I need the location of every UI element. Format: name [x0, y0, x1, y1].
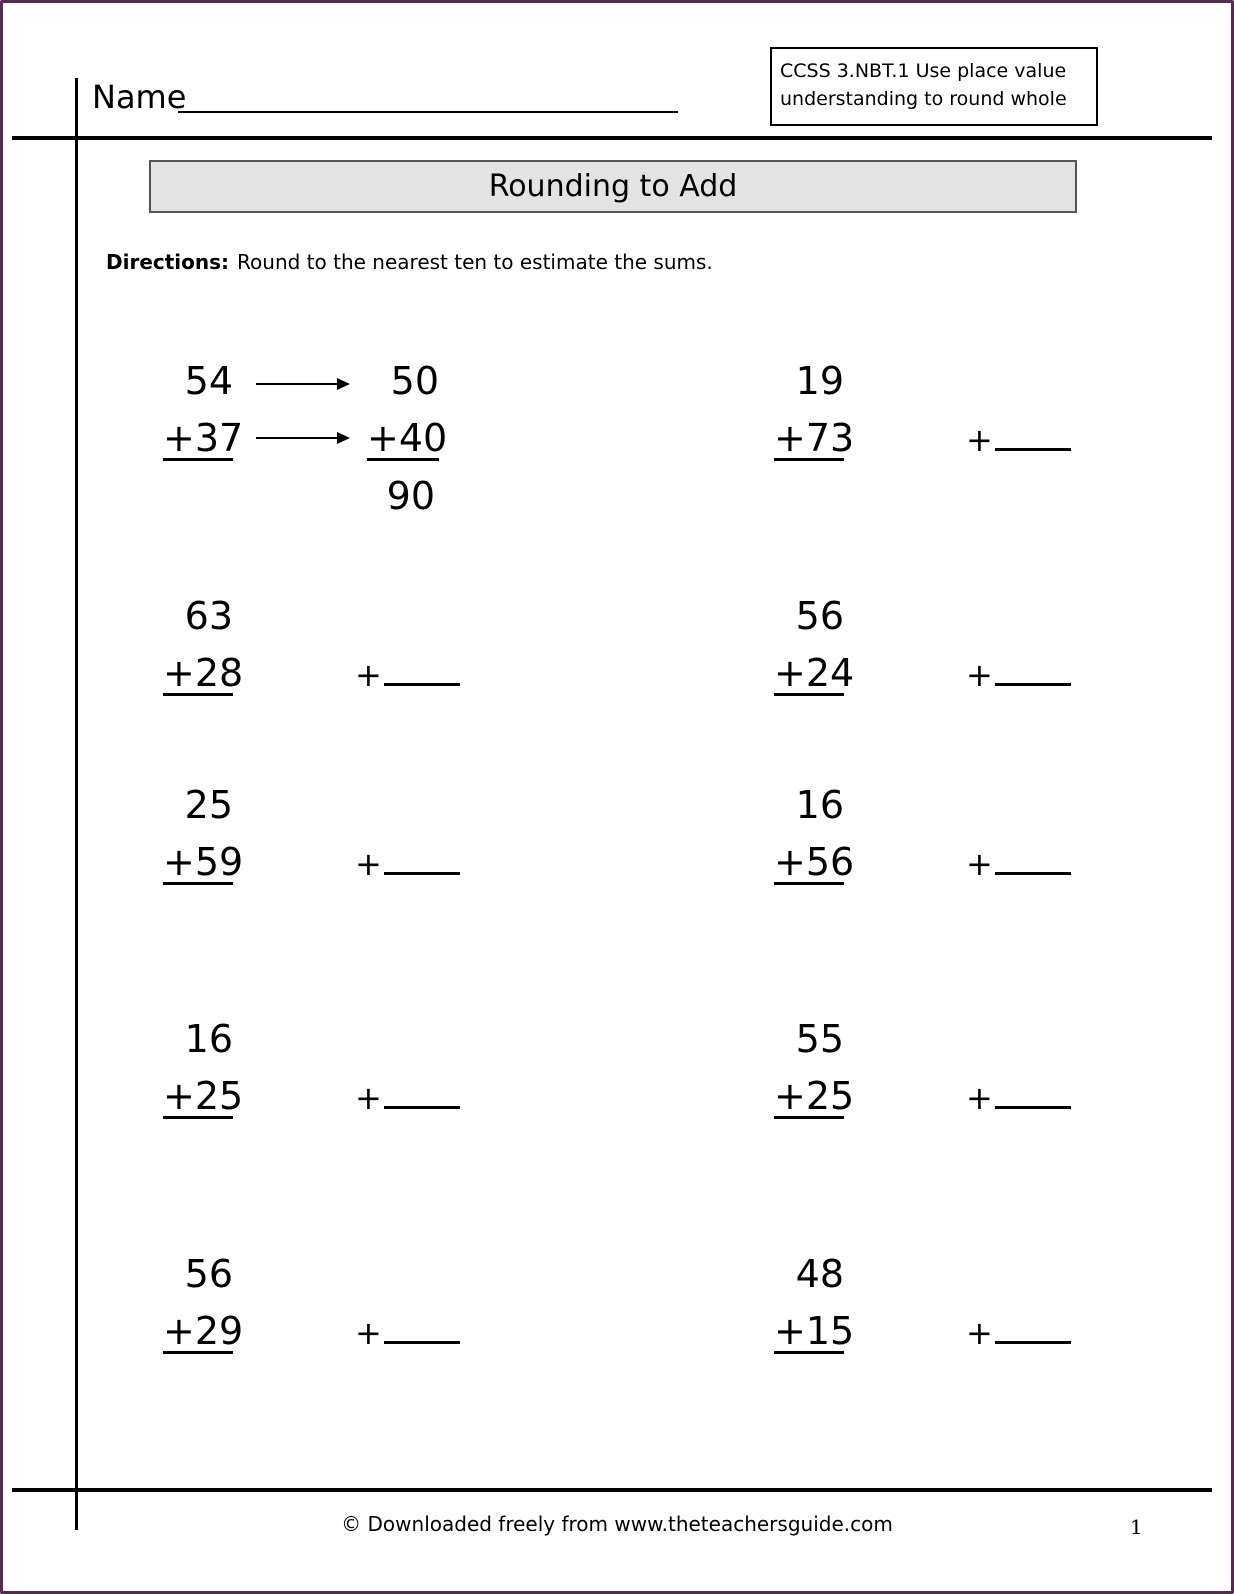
plus-sign: + — [355, 845, 382, 883]
name-field[interactable] — [178, 111, 678, 113]
plus-sign: + — [966, 845, 993, 883]
answer-line — [384, 1319, 460, 1344]
answer-blank[interactable] — [966, 420, 1071, 460]
problem-bottom-number: +29 — [163, 1309, 244, 1353]
directions — [106, 250, 713, 274]
plus-sign: + — [355, 656, 382, 694]
answer-blank[interactable] — [966, 1313, 1071, 1353]
ccss-line-2: understanding to round whole — [780, 88, 1067, 110]
answer-blank[interactable] — [966, 1078, 1071, 1118]
problem-top-number: 56 — [795, 594, 844, 638]
margin-line — [75, 78, 78, 1530]
ccss-standard-box — [770, 47, 1098, 126]
answer-blank[interactable] — [355, 844, 460, 884]
problem-bottom-number: +15 — [774, 1309, 855, 1353]
footer-credit: © Downloaded freely from www.theteachersguide.com — [341, 1512, 893, 1536]
problem-bottom-number: +25 — [163, 1074, 244, 1118]
example-rounded-bottom: +40 — [367, 416, 448, 460]
plus-sign: + — [966, 1079, 993, 1117]
problem-bottom-number: +73 — [774, 416, 855, 460]
plus-sign: + — [966, 656, 993, 694]
header-divider — [12, 136, 1212, 140]
answer-line — [995, 426, 1071, 451]
plus-sign: + — [966, 421, 993, 459]
problem-top-number: 19 — [795, 359, 844, 403]
arrow-icon — [256, 437, 348, 439]
answer-line — [995, 850, 1071, 875]
arrow-icon — [256, 383, 348, 385]
problem-bottom-number: +56 — [774, 840, 855, 884]
footer-divider — [12, 1488, 1212, 1492]
problem-bottom-number: +25 — [774, 1074, 855, 1118]
page-number: 1 — [1130, 1515, 1143, 1539]
problem-top-number: 56 — [184, 1252, 233, 1296]
problem-top-number: 16 — [184, 1017, 233, 1061]
answer-line — [995, 661, 1071, 686]
problem-bottom-number: +59 — [163, 840, 244, 884]
problem-top-number: 16 — [795, 783, 844, 827]
directions-text: Round to the nearest ten to estimate the sums. — [237, 250, 713, 274]
example-top-number: 54 — [184, 359, 233, 403]
answer-line — [384, 850, 460, 875]
answer-line — [995, 1319, 1071, 1344]
ccss-line-1: CCSS 3.NBT.1 Use place value — [780, 60, 1067, 82]
answer-blank[interactable] — [355, 1313, 460, 1353]
problem-top-number: 63 — [184, 594, 233, 638]
name-label: Name — [92, 78, 187, 116]
answer-line — [384, 661, 460, 686]
example-rounded-top: 50 — [390, 359, 439, 403]
example-sum: 90 — [386, 474, 435, 518]
problem-top-number: 55 — [795, 1017, 844, 1061]
problem-top-number: 25 — [184, 783, 233, 827]
example-bottom-number: +37 — [163, 416, 244, 460]
plus-sign: + — [355, 1314, 382, 1352]
plus-sign: + — [966, 1314, 993, 1352]
answer-blank[interactable] — [355, 655, 460, 695]
answer-line — [995, 1084, 1071, 1109]
answer-blank[interactable] — [966, 655, 1071, 695]
plus-sign: + — [355, 1079, 382, 1117]
problem-bottom-number: +24 — [774, 651, 855, 695]
answer-blank[interactable] — [355, 1078, 460, 1118]
problem-bottom-number: +28 — [163, 651, 244, 695]
worksheet-title: Rounding to Add — [149, 160, 1077, 213]
problem-top-number: 48 — [795, 1252, 844, 1296]
answer-line — [384, 1084, 460, 1109]
answer-blank[interactable] — [966, 844, 1071, 884]
directions-label: Directions: — [106, 250, 230, 274]
